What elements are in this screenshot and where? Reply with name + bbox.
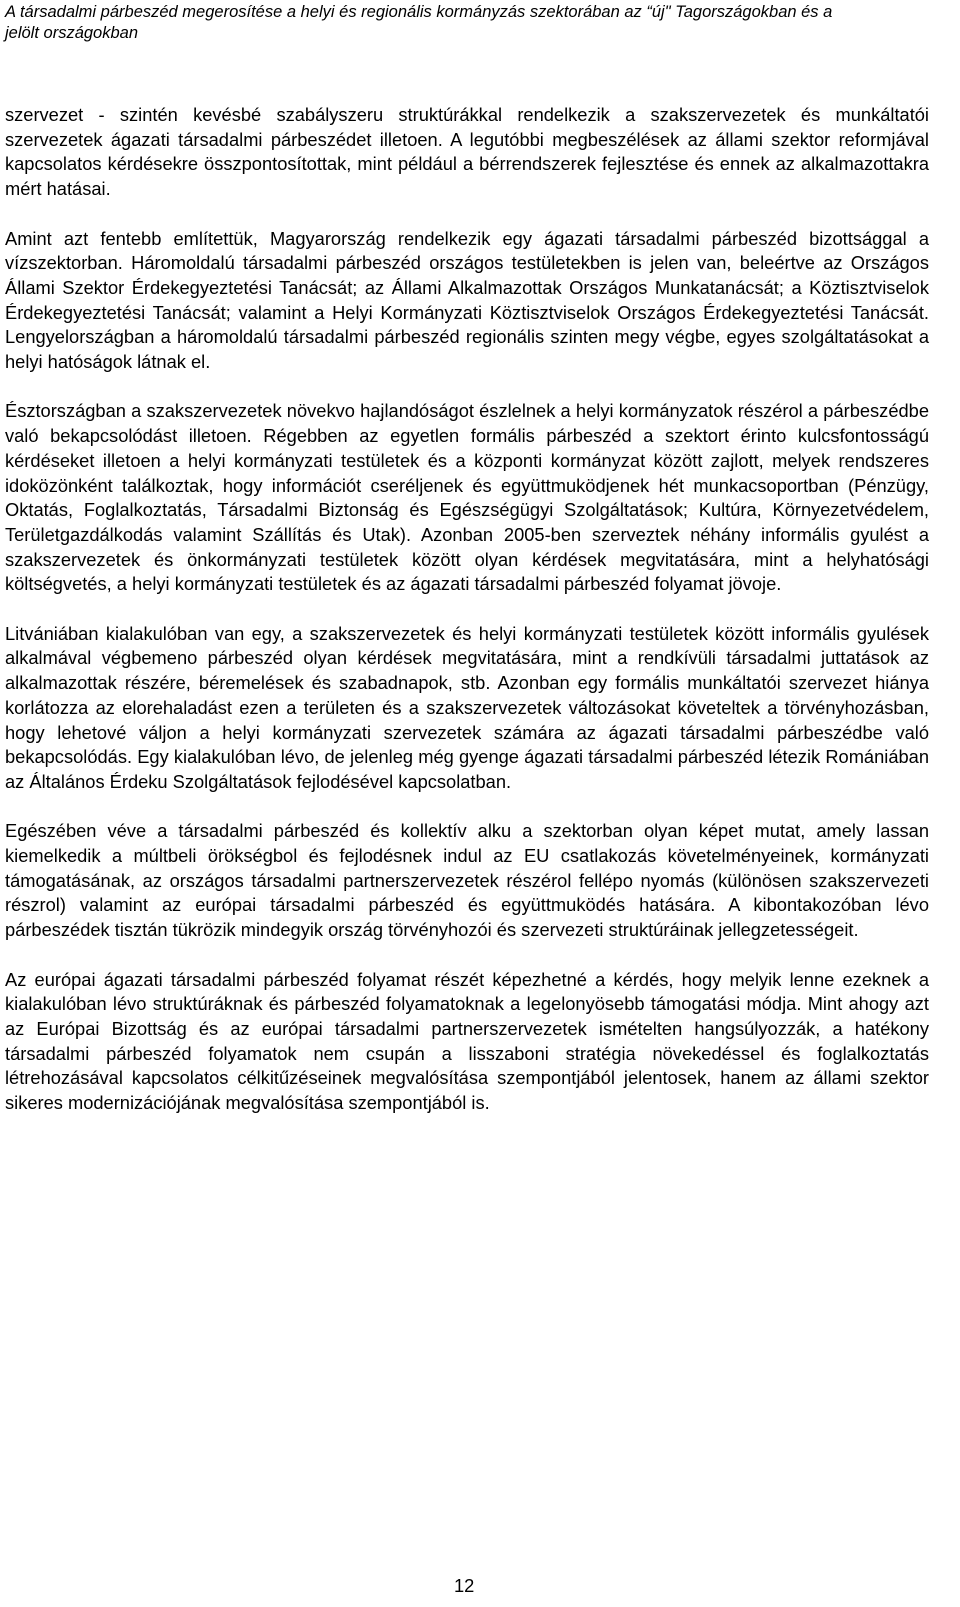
paragraph: Litvániában kialakulóban van egy, a szakszervezetek és helyi kormányzati testületek között informális gyulések alkalmával végbemeno párbeszéd olyan kérdések megvitatására, mint a rendkívüli társadalmi juttatások az alkalmazottak részére, béremelések és szabadnapok, stb. Azonban egy formális munkáltatói szervezet hiánya korlátozza az elorehaladást ezen a területen és a szakszervezetek változásokat követeltek a törvényhozásban, hogy lehetové váljon a helyi kormányzati szervezetek számára az ágazati társadalmi párbeszédbe való bekapcsolódás. Egy kialakulóban lévo, de jelenleg még gyenge ágazati társadalmi párbeszéd létezik Romániában az Általános Érdeku Szolgáltatások fejlodésével kapcsolatban. <box>5 622 929 792</box>
paragraph: Észtországban a szakszervezetek növekvo hajlandóságot észlelnek a helyi kormányzatok részérol a párbeszédbe való bekapcsolódást illetoen. Régebben az egyetlen formális párbeszéd a szektort érinto kulcsfontosságú kérdéseket illetoen a helyi kormányzati testületek és a központi kormányzat között zajlott, melyek rendszeres idoközönként találkoztak, hogy információt cseréljenek és együttmuködjenek hét munkacsoportban (Pénzügy, Oktatás, Foglalkoztatás, Társadalmi Biztonság és Egészségügyi Szolgáltatások; Kultúra, Környezetvédelem, Területgazdálkodás valamint Szállítás és Utak). Azonban 2005-ben szerveztek néhány informális gyulést a szakszervezetek és önkormányzati testületek között olyan kérdések megvitatására, mint a helyhatósági költségvetés, a helyi kormányzati testületek és az ágazati társadalmi párbeszéd folyamat jövoje. <box>5 400 929 595</box>
header-line-2: jelölt országokban <box>5 24 138 42</box>
paragraph: szervezet - szintén kevésbé szabályszeru struktúrákkal rendelkezik a szakszervezetek és munkáltatói szervezetek ágazati társadalmi párbeszédet illetoen. A legutóbbi megbeszélések az állami szektor reformjával kapcsolatos kérdésekre összpontosítottak, mint például a bérrendszerek fejlesztése és ennek az alkalmazottakra mért hatásai. <box>5 104 929 200</box>
header-line-1: A társadalmi párbeszéd megerosítése a helyi és regionális kormányzás szektorában az “új" Tagországokban és a <box>5 3 833 21</box>
paragraph: Amint azt fentebb említettük, Magyarország rendelkezik egy ágazati társadalmi párbeszéd bizottsággal a vízszektorban. Háromoldalú társadalmi párbeszéd országos testületekben is jelen van, beleértve az Országos Állami Szektor Érdekegyeztetési Tanácsát; az Állami Alkalmazottak Országos Munkatanácsát; a Köztisztviselok Érdekegyeztetési Tanácsát; valamint a Helyi Kormányzati Köztisztviselok Országos Érdekegyeztetési Tanácsát. Lengyelországban a háromoldalú társadalmi párbeszéd regionális szinten megy végbe, egyes szolgáltatásokat a helyi hatóságok látnak el. <box>5 227 929 373</box>
page-number: 12 <box>454 1575 475 1596</box>
paragraph: Egészében véve a társadalmi párbeszéd és kollektív alku a szektorban olyan képet mutat, amely lassan kiemelkedik a múltbeli örökségbol és fejlodésnek indul az EU csatlakozás követelményeinek, kormányzati támogatásának, az országos társadalmi partnerszervezetek részérol fellépo nyomás (különösen szakszervezeti részrol) valamint az európai társadalmi párbeszéd és együttmuködés hatására. A kibontakozóban lévo párbeszédek tisztán tükrözik mindegyik ország törvényhozói és szervezeti struktúráinak jellegzetességeit. <box>5 820 929 941</box>
paragraph: Az európai ágazati társadalmi párbeszéd folyamat részét képezhetné a kérdés, hogy melyik lenne ezeknek a kialakulóban lévo struktúráknak és párbeszéd folyamatoknak a legelonyösebb támogatási módja. Mint ahogy azt az Európai Bizottság és az európai társadalmi partnerszervezetek ismételten hangsúlyozzák, a hatékony társadalmi párbeszéd folyamatok nem csupán a lisszaboni stratégia növekedéssel és foglalkoztatás létrehozásával kapcsolatos célkitűzéseinek megvalósítása szempontjából jelentosek, hanem az állami szektor sikeres modernizációjának megvalósítása szempontjából is. <box>5 968 929 1114</box>
document-body <box>5 103 929 1140</box>
running-header <box>5 2 945 44</box>
